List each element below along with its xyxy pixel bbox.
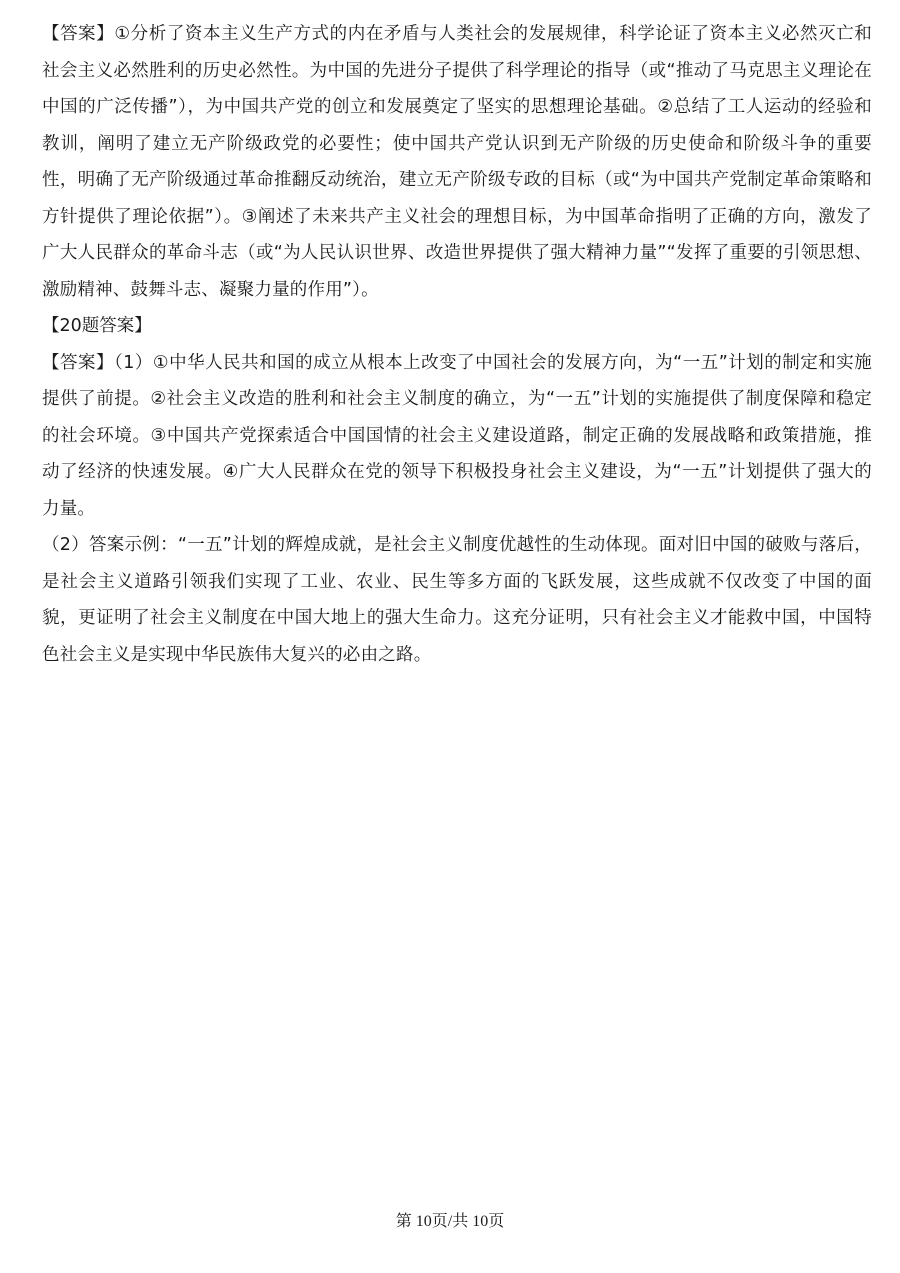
answer-paragraph-19: 【答案】①分析了资本主义生产方式的内在矛盾与人类社会的发展规律，科学论证了资本主义必然灭亡和社会主义必然胜利的历史必然性。为中国的先进分子提供了科学理论的指导（或“推动了马克思主义理论在中国的广泛传播”），为中国共产党的创立和发展奠定了坚实的思想理论基础。②总结了工人运动的经验和教训，阐明了建立无产阶级政党的必要性；使中国共产党认识到无产阶级的历史使命和阶级斗争的重要性，明确了无产阶级通过革命推翻反动统治，建立无产阶级专政的目标（或“为中国共产党制定革命策略和方针提供了理论依据”）。③阐述了未来共产主义社会的理想目标，为中国革命指明了正确的方向，激发了广大人民群众的革命斗志（或“为人民认识世界、改造世界提供了强大精神力量”“发挥了重要的引领思想、激励精神、鼓舞斗志、凝聚力量的作用”）。	[42, 24, 872, 300]
page-number-footer: 第 10页/共 10页	[395, 1213, 505, 1230]
answer-paragraph-20-part-1: 【答案】（1）①中华人民共和国的成立从根本上改变了中国社会的发展方向，为“一五”计划的制定和实施提供了前提。②社会主义改造的胜利和社会主义制度的确立，为“一五”计划的实施提供了制度保障和稳定的社会环境。③中国共产党探索适合中国国情的社会主义建设道路，制定正确的发展战略和政策措施，推动了经济的快速发展。④广大人民群众在党的领导下积极投身社会主义建设，为“一五”计划提供了强大的力量。	[42, 352, 872, 519]
answer-paragraph-20-part-2: （2）答案示例：“一五”计划的辉煌成就，是社会主义制度优越性的生动体现。面对旧中国的破败与落后，是社会主义道路引领我们实现了工业、农业、民生等多方面的飞跃发展，这些成就不仅改变了中国的面貌，更证明了社会主义制度在中国大地上的强大生命力。这充分证明，只有社会主义才能救中国，中国特色社会主义是实现中华民族伟大复兴的必由之路。	[42, 535, 872, 665]
question-20-heading: 【20题答案】	[42, 316, 152, 336]
document-page	[42, 16, 872, 673]
